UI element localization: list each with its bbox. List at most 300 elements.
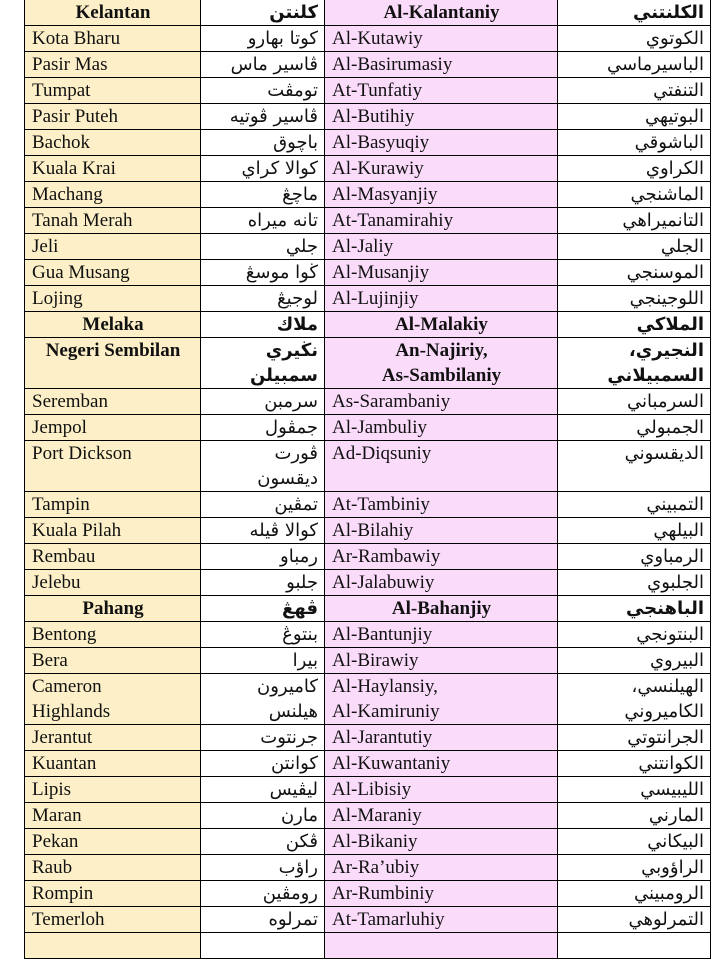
arabic-romanized-text: Al-Jarantutiy xyxy=(332,727,433,748)
table-row xyxy=(25,725,711,751)
state-header-row xyxy=(25,0,711,26)
jawi-name-text: جلبو xyxy=(286,572,318,593)
arabic-script-cell xyxy=(558,881,711,907)
table-row xyxy=(25,907,711,933)
arabic-romanized-text: At-Tanamirahiy xyxy=(332,210,454,231)
latin-name-text: Cameron Highlands xyxy=(32,676,111,722)
arabic-script-text: الملاكي xyxy=(636,314,704,335)
jawi-name-text: ڤاسير ڤوتيه xyxy=(229,106,318,127)
arabic-romanized-text: Al-Bantunjiy xyxy=(332,624,433,645)
table-row xyxy=(25,829,711,855)
latin-name-text: Jerantut xyxy=(32,727,93,748)
arabic-script-cell xyxy=(558,26,711,52)
arabic-romanized-text: Al-Jambuliy xyxy=(332,417,427,438)
table-row xyxy=(25,260,711,286)
jawi-name-cell xyxy=(201,234,325,260)
arabic-script-text: الموسنجي xyxy=(626,262,704,283)
latin-name-cell xyxy=(25,260,201,286)
state-header-row xyxy=(25,338,711,389)
jawi-name-cell xyxy=(201,648,325,674)
arabic-script-cell xyxy=(558,312,711,338)
jawi-name-text: تانه ميراه xyxy=(247,210,318,231)
jawi-name-text: رومڤين xyxy=(262,883,318,904)
jawi-name-cell xyxy=(201,389,325,415)
latin-name-text: Kelantan xyxy=(75,2,151,23)
latin-name-cell xyxy=(25,338,201,389)
latin-name-cell xyxy=(25,674,201,725)
arabic-script-cell xyxy=(558,907,711,933)
latin-name-cell xyxy=(25,26,201,52)
arabic-script-cell xyxy=(558,518,711,544)
table-row xyxy=(25,52,711,78)
latin-name-cell xyxy=(25,312,201,338)
table-row xyxy=(25,648,711,674)
latin-name-text: Pekan xyxy=(32,831,79,852)
table-row xyxy=(25,777,711,803)
arabic-script-text: البيكاني xyxy=(647,831,704,852)
arabic-script-text: البنتونجي xyxy=(636,624,704,645)
arabic-script-cell xyxy=(558,544,711,570)
jawi-name-cell xyxy=(201,596,325,622)
arabic-romanized-cell xyxy=(325,286,558,312)
latin-name-text: Tumpat xyxy=(32,80,91,101)
jawi-name-cell xyxy=(201,725,325,751)
arabic-script-cell xyxy=(558,286,711,312)
arabic-romanized-cell xyxy=(325,518,558,544)
arabic-script-cell xyxy=(558,415,711,441)
arabic-romanized-text: Al-Libisiy xyxy=(332,779,412,800)
arabic-script-text: الماشنجي xyxy=(630,184,704,205)
jawi-name-cell xyxy=(201,751,325,777)
arabic-romanized-cell xyxy=(325,570,558,596)
latin-name-text: Pahang xyxy=(82,598,144,619)
arabic-romanized-text: Al-Maraniy xyxy=(332,805,422,826)
arabic-romanized-text: Al-Musanjiy xyxy=(332,262,430,283)
jawi-name-cell xyxy=(201,130,325,156)
arabic-romanized-cell xyxy=(325,933,558,959)
arabic-romanized-cell xyxy=(325,596,558,622)
arabic-romanized-cell xyxy=(325,0,558,26)
latin-name-text: Temerloh xyxy=(32,909,105,930)
arabic-script-cell xyxy=(558,0,711,26)
arabic-script-text: السرمباني xyxy=(626,391,704,412)
arabic-script-cell xyxy=(558,260,711,286)
arabic-romanized-cell xyxy=(325,492,558,518)
arabic-script-text: الليبيسي xyxy=(640,779,704,800)
jawi-name-text: مارن xyxy=(280,805,318,826)
jawi-name-text: لوجيڠ xyxy=(277,288,318,309)
jawi-name-text: جلي xyxy=(285,236,318,257)
latin-name-cell xyxy=(25,648,201,674)
arabic-script-text: اللوجينجي xyxy=(629,288,704,309)
arabic-romanized-cell xyxy=(325,26,558,52)
jawi-name-cell xyxy=(201,312,325,338)
arabic-romanized-cell xyxy=(325,803,558,829)
arabic-romanized-text: Al-Lujinjiy xyxy=(332,288,419,309)
table-row xyxy=(25,415,711,441)
jawi-name-cell xyxy=(201,0,325,26)
arabic-romanized-text: An-Najiriy, As-Sambilaniy xyxy=(381,340,502,386)
arabic-script-cell xyxy=(558,596,711,622)
jawi-name-cell xyxy=(201,156,325,182)
table-row xyxy=(25,881,711,907)
latin-name-cell xyxy=(25,78,201,104)
jawi-name-text: تومڤت xyxy=(267,80,318,101)
latin-name-text: Rompin xyxy=(32,883,94,904)
arabic-romanized-cell xyxy=(325,622,558,648)
arabic-script-text: الديقسوني xyxy=(624,443,704,464)
latin-name-cell xyxy=(25,234,201,260)
jawi-name-text: جرنتوت xyxy=(260,727,318,748)
arabic-romanized-cell xyxy=(325,312,558,338)
latin-name-cell xyxy=(25,907,201,933)
arabic-script-text: الجرانتوتي xyxy=(627,727,704,748)
latin-name-cell xyxy=(25,492,201,518)
latin-name-text: Gua Musang xyxy=(32,262,130,283)
latin-name-cell xyxy=(25,182,201,208)
arabic-script-text: النجيري، السمبيلاني xyxy=(607,340,704,386)
arabic-romanized-text: Al-Bikaniy xyxy=(332,831,418,852)
latin-name-text: Bera xyxy=(32,650,68,671)
arabic-script-text: البيلهي xyxy=(653,520,704,541)
jawi-name-text: باچوق xyxy=(273,132,318,153)
table-row xyxy=(25,803,711,829)
arabic-romanized-cell xyxy=(325,648,558,674)
table-row xyxy=(25,208,711,234)
jawi-name-cell xyxy=(201,104,325,130)
jawi-name-text: ليڤيس xyxy=(269,779,318,800)
latin-name-cell xyxy=(25,518,201,544)
arabic-script-text: الكراوي xyxy=(645,158,704,179)
latin-name-text: Rembau xyxy=(32,546,96,567)
jawi-name-cell xyxy=(201,855,325,881)
jawi-name-text: سرمبن xyxy=(264,391,318,412)
state-header-row xyxy=(25,596,711,622)
arabic-script-text: البوتيهي xyxy=(645,106,704,127)
latin-name-text: Jelebu xyxy=(32,572,81,593)
arabic-romanized-text: At-Tambiniy xyxy=(332,494,430,515)
jawi-name-cell xyxy=(201,881,325,907)
arabic-romanized-cell xyxy=(325,234,558,260)
jawi-name-text: كوتا بهارو xyxy=(247,28,318,49)
arabic-romanized-cell xyxy=(325,78,558,104)
jawi-name-cell xyxy=(201,544,325,570)
latin-name-cell xyxy=(25,881,201,907)
arabic-script-text: الكوانتني xyxy=(638,753,704,774)
jawi-name-cell xyxy=(201,415,325,441)
jawi-name-cell xyxy=(201,907,325,933)
arabic-script-cell xyxy=(558,52,711,78)
arabic-romanized-cell xyxy=(325,156,558,182)
jawi-name-cell xyxy=(201,674,325,725)
jawi-name-cell xyxy=(201,570,325,596)
table-row xyxy=(25,570,711,596)
arabic-script-text: التمبيني xyxy=(646,494,704,515)
arabic-romanized-text: Al-Malakiy xyxy=(395,314,488,335)
arabic-romanized-text: Al-Birawiy xyxy=(332,650,419,671)
arabic-script-cell xyxy=(558,78,711,104)
latin-name-text: Negeri Sembilan xyxy=(45,340,181,361)
arabic-script-text: الباشوقي xyxy=(634,132,704,153)
jawi-name-text: تمرلوه xyxy=(268,909,318,930)
latin-name-text: Maran xyxy=(32,805,82,826)
jawi-name-cell xyxy=(201,208,325,234)
arabic-romanized-cell xyxy=(325,751,558,777)
latin-name-text: Raub xyxy=(32,857,73,878)
arabic-script-text: الباسيرماسي xyxy=(606,54,704,75)
jawi-name-text: جمڤول xyxy=(264,417,318,438)
jawi-name-text: كوانتن xyxy=(270,753,318,774)
arabic-script-text: الكلنتني xyxy=(633,2,704,23)
table-row xyxy=(25,622,711,648)
latin-name-text: Kuala Krai xyxy=(32,158,116,179)
latin-name-cell xyxy=(25,777,201,803)
jawi-name-text: رمباو xyxy=(280,546,318,567)
jawi-name-cell xyxy=(201,492,325,518)
jawi-name-cell xyxy=(201,803,325,829)
jawi-name-cell xyxy=(201,78,325,104)
latin-name-text: Lipis xyxy=(32,779,72,800)
jawi-name-text: ڤکن xyxy=(285,831,318,852)
arabic-script-cell xyxy=(558,674,711,725)
jawi-name-cell xyxy=(201,777,325,803)
arabic-romanized-cell xyxy=(325,855,558,881)
latin-name-text: Seremban xyxy=(32,391,108,412)
arabic-romanized-cell xyxy=(325,441,558,492)
jawi-name-cell xyxy=(201,338,325,389)
jawi-name-text: تمڤين xyxy=(274,494,318,515)
latin-name-text: Tanah Merah xyxy=(32,210,133,231)
state-header-row xyxy=(25,312,711,338)
latin-name-cell xyxy=(25,544,201,570)
table-row xyxy=(25,751,711,777)
arabic-romanized-text: Ar-Ra’ubiy xyxy=(332,857,420,878)
arabic-romanized-cell xyxy=(325,338,558,389)
arabic-romanized-text: At-Tunfatiy xyxy=(332,80,423,101)
latin-name-cell xyxy=(25,52,201,78)
jawi-name-text: ڤورت ديقسون xyxy=(257,443,318,489)
arabic-romanized-cell xyxy=(325,415,558,441)
arabic-script-cell xyxy=(558,855,711,881)
place-names-table xyxy=(24,0,711,959)
latin-name-cell xyxy=(25,0,201,26)
arabic-romanized-cell xyxy=(325,130,558,156)
jawi-name-cell xyxy=(201,26,325,52)
latin-name-text: Jeli xyxy=(32,236,59,257)
latin-name-cell xyxy=(25,286,201,312)
arabic-script-text: الرمباوي xyxy=(640,546,704,567)
arabic-romanized-cell xyxy=(325,104,558,130)
arabic-romanized-text: As-Sarambaniy xyxy=(332,391,451,412)
arabic-romanized-text: Al-Kutawiy xyxy=(332,28,423,49)
table-row xyxy=(25,441,711,492)
arabic-script-cell xyxy=(558,208,711,234)
arabic-romanized-text: Al-Jalabuwiy xyxy=(332,572,435,593)
arabic-script-text: الجلي xyxy=(660,236,704,257)
arabic-script-cell xyxy=(558,156,711,182)
latin-name-cell xyxy=(25,130,201,156)
arabic-romanized-text: Al-Bahanjiy xyxy=(391,598,492,619)
jawi-name-cell xyxy=(201,182,325,208)
arabic-romanized-cell xyxy=(325,208,558,234)
arabic-romanized-cell xyxy=(325,52,558,78)
jawi-name-text: كوالا ڤيله xyxy=(249,520,318,541)
jawi-name-text: كوالا كراي xyxy=(241,158,318,179)
arabic-script-text: الهيلنسي، الكاميروني xyxy=(624,676,704,722)
arabic-script-text: الكوتوي xyxy=(645,28,704,49)
arabic-script-cell xyxy=(558,130,711,156)
arabic-script-text: الجمبولي xyxy=(636,417,704,438)
arabic-script-text: الرومبيني xyxy=(633,883,704,904)
latin-name-cell xyxy=(25,725,201,751)
jawi-name-cell xyxy=(201,933,325,959)
table-body xyxy=(25,0,711,959)
arabic-romanized-text: Al-Kurawiy xyxy=(332,158,424,179)
latin-name-cell xyxy=(25,622,201,648)
arabic-script-cell xyxy=(558,234,711,260)
latin-name-cell xyxy=(25,596,201,622)
latin-name-text: Bachok xyxy=(32,132,91,153)
latin-name-text: Port Dickson xyxy=(32,443,132,464)
table-row xyxy=(25,855,711,881)
jawi-name-text: ملاك xyxy=(276,314,318,335)
arabic-romanized-cell xyxy=(325,389,558,415)
jawi-name-cell xyxy=(201,260,325,286)
arabic-romanized-cell xyxy=(325,829,558,855)
arabic-romanized-cell xyxy=(325,881,558,907)
arabic-romanized-text: Al-Masyanjiy xyxy=(332,184,438,205)
table-row xyxy=(25,518,711,544)
arabic-script-cell xyxy=(558,648,711,674)
latin-name-cell xyxy=(25,389,201,415)
arabic-romanized-text: Al-Kuwantaniy xyxy=(332,753,451,774)
table-row xyxy=(25,26,711,52)
latin-name-cell xyxy=(25,415,201,441)
table-row xyxy=(25,389,711,415)
arabic-script-cell xyxy=(558,829,711,855)
latin-name-cell xyxy=(25,829,201,855)
arabic-script-text: المارني xyxy=(648,805,704,826)
arabic-script-cell xyxy=(558,389,711,415)
arabic-romanized-cell xyxy=(325,725,558,751)
arabic-script-text: الباهنجي xyxy=(625,598,704,619)
arabic-script-text: التنفتي xyxy=(653,80,704,101)
arabic-script-cell xyxy=(558,933,711,959)
arabic-romanized-text: Al-Butihiy xyxy=(332,106,415,127)
table-row xyxy=(25,286,711,312)
jawi-name-text: بيرا xyxy=(292,650,318,671)
jawi-name-text: نڬيري سمبيلن xyxy=(249,340,318,386)
jawi-name-text: ماچڠ xyxy=(282,184,318,205)
latin-name-text: Machang xyxy=(32,184,103,205)
table-row xyxy=(25,104,711,130)
jawi-name-cell xyxy=(201,286,325,312)
table-row xyxy=(25,492,711,518)
arabic-script-cell xyxy=(558,803,711,829)
jawi-name-text: راؤب xyxy=(278,857,318,878)
latin-name-text: Bentong xyxy=(32,624,97,645)
arabic-script-cell xyxy=(558,751,711,777)
arabic-romanized-cell xyxy=(325,777,558,803)
table-row xyxy=(25,130,711,156)
arabic-script-cell xyxy=(558,338,711,389)
latin-name-text: Pasir Mas xyxy=(32,54,108,75)
arabic-script-cell xyxy=(558,622,711,648)
arabic-script-text: البيروي xyxy=(649,650,704,671)
latin-name-cell xyxy=(25,156,201,182)
arabic-script-cell xyxy=(558,725,711,751)
latin-name-text: Pasir Puteh xyxy=(32,106,119,127)
latin-name-text: Kota Bharu xyxy=(32,28,121,49)
arabic-romanized-text: Al-Bilahiy xyxy=(332,520,414,541)
arabic-romanized-cell xyxy=(325,544,558,570)
latin-name-text: Jempol xyxy=(32,417,87,438)
table-row xyxy=(25,182,711,208)
arabic-script-text: التانميراهي xyxy=(622,210,704,231)
arabic-script-text: التمرلوهي xyxy=(628,909,704,930)
jawi-name-cell xyxy=(201,622,325,648)
arabic-romanized-cell xyxy=(325,907,558,933)
jawi-name-cell xyxy=(201,441,325,492)
latin-name-cell xyxy=(25,441,201,492)
table-row xyxy=(25,544,711,570)
table-row xyxy=(25,234,711,260)
arabic-script-text: الجلبوي xyxy=(647,572,704,593)
arabic-script-text: الراؤوبي xyxy=(641,857,704,878)
jawi-name-text: ڤهڠ xyxy=(282,598,318,619)
arabic-romanized-text: At-Tamarluhiy xyxy=(332,909,445,930)
latin-name-cell xyxy=(25,751,201,777)
arabic-script-cell xyxy=(558,182,711,208)
latin-name-cell xyxy=(25,855,201,881)
table-row xyxy=(25,156,711,182)
latin-name-cell xyxy=(25,570,201,596)
latin-name-text: Lojing xyxy=(32,288,83,309)
latin-name-cell xyxy=(25,208,201,234)
jawi-name-text: كلنتن xyxy=(269,2,318,23)
latin-name-text: Tampin xyxy=(32,494,90,515)
arabic-romanized-cell xyxy=(325,182,558,208)
arabic-romanized-text: Ad-Diqsuniy xyxy=(332,443,432,464)
arabic-script-cell xyxy=(558,570,711,596)
arabic-script-cell xyxy=(558,104,711,130)
latin-name-cell xyxy=(25,933,201,959)
latin-name-text: Melaka xyxy=(82,314,144,335)
arabic-script-cell xyxy=(558,492,711,518)
latin-name-text: Kuantan xyxy=(32,753,97,774)
arabic-romanized-text: Ar-Rumbiniy xyxy=(332,883,435,904)
table-row xyxy=(25,78,711,104)
arabic-romanized-text: Al-Haylansiy, Al-Kamiruniy xyxy=(332,676,440,722)
arabic-romanized-text: Al-Jaliy xyxy=(332,236,394,257)
table-row xyxy=(25,674,711,725)
jawi-name-text: كاميرون هيلنس xyxy=(257,676,318,722)
arabic-script-cell xyxy=(558,777,711,803)
table-row xyxy=(25,933,711,959)
jawi-name-cell xyxy=(201,518,325,544)
latin-name-cell xyxy=(25,104,201,130)
arabic-romanized-text: Ar-Rambawiy xyxy=(332,546,441,567)
arabic-romanized-text: Al-Basyuqiy xyxy=(332,132,430,153)
latin-name-text: Kuala Pilah xyxy=(32,520,122,541)
jawi-name-cell xyxy=(201,52,325,78)
arabic-romanized-text: Al-Kalantaniy xyxy=(383,2,500,23)
jawi-name-text: ڤاسير ماس xyxy=(230,54,318,75)
jawi-name-text: ڬوا موسڠ xyxy=(245,262,318,283)
latin-name-cell xyxy=(25,803,201,829)
arabic-romanized-cell xyxy=(325,674,558,725)
arabic-romanized-text: Al-Basirumasiy xyxy=(332,54,453,75)
